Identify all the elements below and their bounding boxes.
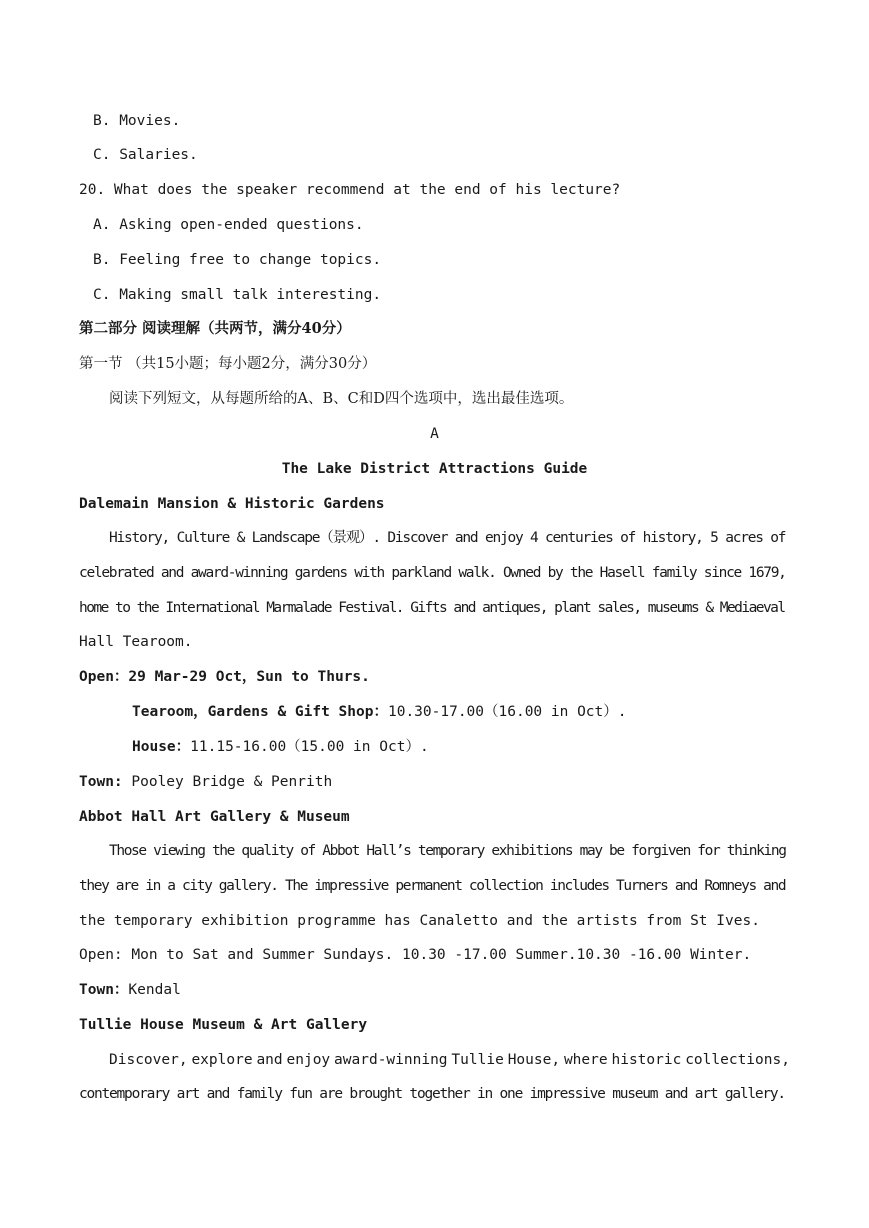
house-hours: 11.15-16.00（15.00 in Oct）. bbox=[190, 739, 429, 755]
section1-heading: 第一节 （共15小题；每小题2分，满分30分） bbox=[79, 356, 377, 372]
dalemain-text-line2: celebrated and award-winning gardens with parkland walk. Owned by the Hasell family since 1679, bbox=[79, 565, 786, 581]
word: explore bbox=[191, 1052, 253, 1068]
tearoom-hours: 10.30-17.00（16.00 in Oct）. bbox=[387, 704, 627, 720]
dalemain-text-line1: History, Culture & Landscape（景观）. Discover and enjoy 4 centuries of history, 5 acres of bbox=[109, 530, 786, 546]
dalemain-text-line4: Hall Tearoom. bbox=[79, 634, 193, 650]
word: enjoy bbox=[286, 1052, 331, 1068]
tullie-text-line1 bbox=[109, 1048, 790, 1072]
tullie-heading: Tullie House Museum & Art Gallery bbox=[79, 1017, 368, 1033]
instructions: 阅读下列短文，从每题所给的A、B、C和D四个选项中，选出最佳选项。 bbox=[109, 391, 574, 407]
word: Tullie bbox=[451, 1052, 504, 1068]
dalemain-text-line3: home to the International Marmalade Festival. Gifts and antiques, plant sales, museums & Mediaeval bbox=[79, 600, 785, 616]
q19-option-c: C. Salaries. bbox=[93, 147, 198, 163]
abbot-text-line1: Those viewing the quality of Abbot Hall’s temporary exhibitions may be forgiven for thinking bbox=[109, 843, 786, 859]
tearoom-label: Tearoom，Gardens & Gift Shop： bbox=[132, 704, 388, 720]
passage-title: The Lake District Attractions Guide bbox=[281, 461, 588, 477]
abbot-open: Open: Mon to Sat and Summer Sundays. 10.30 -17.00 Summer.10.30 -16.00 Winter. bbox=[79, 947, 752, 963]
q20-option-a: A. Asking open-ended questions. bbox=[93, 217, 364, 233]
word: and bbox=[256, 1052, 283, 1068]
word: where bbox=[563, 1052, 608, 1068]
word: House, bbox=[507, 1052, 561, 1068]
house-label: House： bbox=[132, 739, 191, 755]
abbot-text-line2: they are in a city gallery. The impressive permanent collection includes Turners and Romneys and bbox=[79, 878, 786, 894]
dalemain-tearoom-hours bbox=[132, 700, 790, 724]
word: collections, bbox=[685, 1052, 790, 1068]
tullie-text-line2: contemporary art and family fun are brought together in one impressive museum and art gallery. bbox=[79, 1086, 785, 1102]
abbot-heading: Abbot Hall Art Gallery & Museum bbox=[79, 809, 350, 825]
town-value: Pooley Bridge & Penrith bbox=[122, 774, 333, 790]
town-label: Town: bbox=[79, 774, 123, 790]
part2-heading: 第二部分 阅读理解（共两节，满分40分） bbox=[79, 320, 351, 337]
dalemain-open: Open：29 Mar-29 Oct，Sun to Thurs. bbox=[79, 669, 370, 685]
word: historic bbox=[611, 1052, 682, 1068]
dalemain-house-hours bbox=[132, 735, 790, 759]
q19-option-b: B. Movies. bbox=[93, 113, 181, 129]
town-value: Kendal bbox=[128, 982, 181, 998]
dalemain-heading: Dalemain Mansion & Historic Gardens bbox=[79, 496, 385, 512]
q20-option-c: C. Making small talk interesting. bbox=[93, 287, 382, 303]
dalemain-town bbox=[79, 770, 790, 794]
word: award-winning bbox=[334, 1052, 448, 1068]
passage-letter: A bbox=[430, 426, 439, 442]
abbot-text-line3: the temporary exhibition programme has Canaletto and the artists from St Ives. bbox=[79, 913, 760, 929]
abbot-town bbox=[79, 978, 790, 1002]
q20-stem: 20. What does the speaker recommend at the end of his lecture? bbox=[79, 182, 621, 198]
town-label: Town： bbox=[79, 982, 129, 998]
word: Discover, bbox=[109, 1052, 188, 1068]
q20-option-b: B. Feeling free to change topics. bbox=[93, 252, 382, 268]
